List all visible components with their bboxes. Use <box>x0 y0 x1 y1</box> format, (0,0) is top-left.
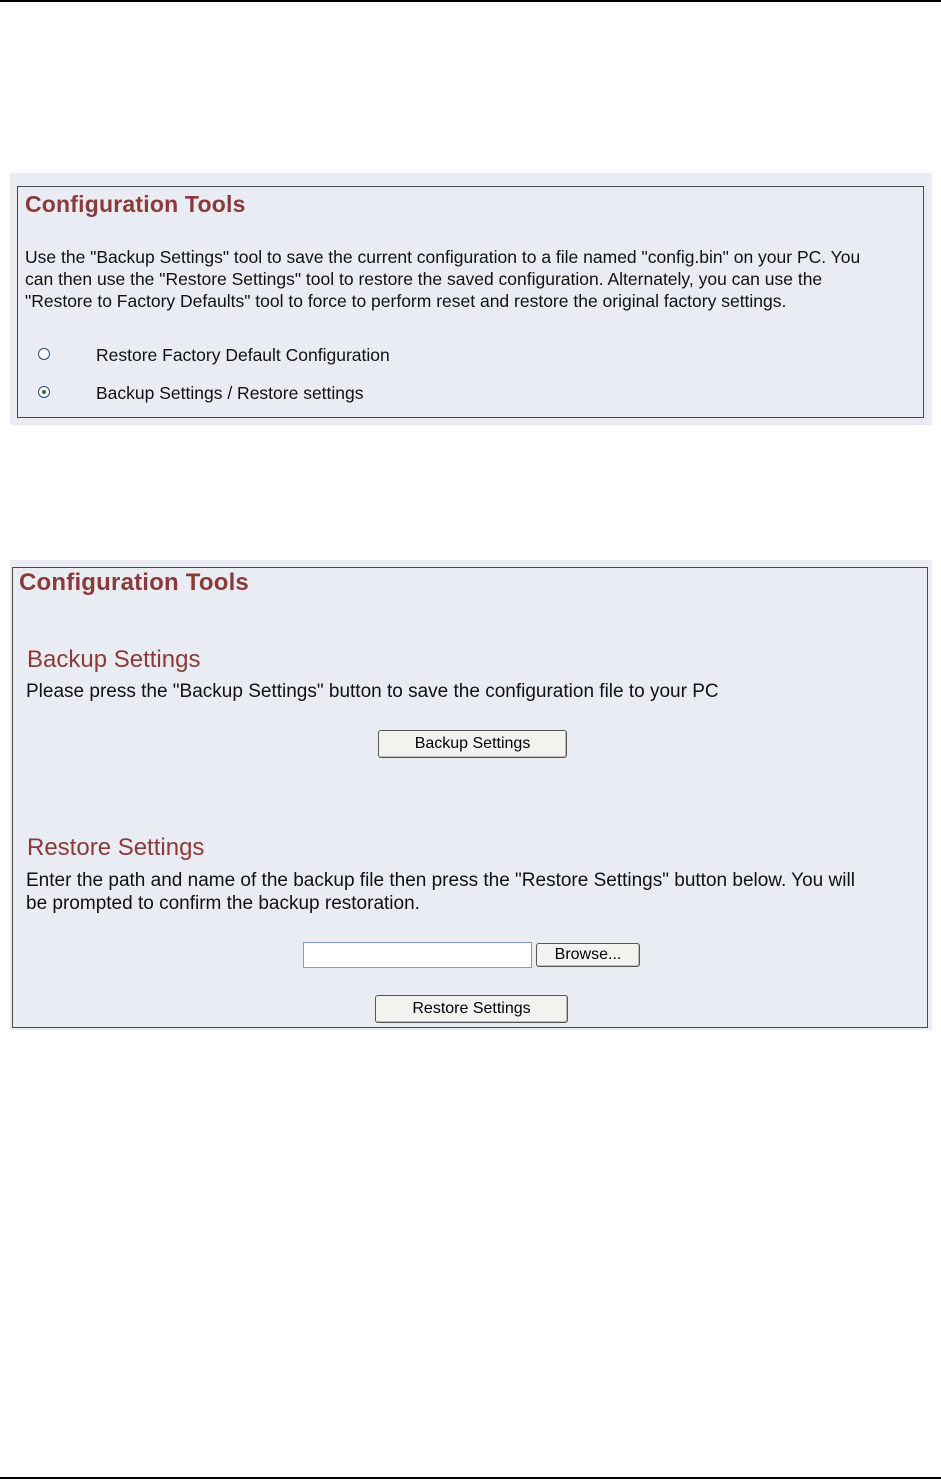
restore-settings-button[interactable]: Restore Settings <box>375 995 568 1023</box>
restore-settings-description-line-1: Enter the path and name of the backup file then press the "Restore Settings" button below. You will <box>26 870 855 891</box>
restore-settings-heading: Restore Settings <box>27 834 205 861</box>
option-label: Backup Settings / Restore settings <box>96 383 364 403</box>
browse-button[interactable]: Browse... <box>536 943 640 967</box>
backup-settings-heading: Backup Settings <box>27 646 201 673</box>
option-label: Restore Factory Default Configuration <box>96 345 390 365</box>
page-top-rule <box>0 0 941 2</box>
config-backup-restore-screenshot <box>10 560 932 1030</box>
backup-file-path-input[interactable] <box>303 942 532 968</box>
restore-settings-description-line-2: be prompted to confirm the backup restoration. <box>26 893 420 914</box>
backup-settings-button[interactable]: Backup Settings <box>378 730 567 758</box>
page-bottom-rule <box>0 1477 941 1479</box>
description-line-2: can then use the "Restore Settings" tool to restore the saved configuration. Alternately, you can use the <box>25 269 823 289</box>
description-line-1: Use the "Backup Settings" tool to save the current configuration to a file named "config.bin" on your PC. You <box>25 247 861 267</box>
backup-settings-description: Please press the "Backup Settings" button to save the configuration file to your PC <box>26 681 719 702</box>
panel-title: Configuration Tools <box>25 191 246 217</box>
description-line-3: "Restore to Factory Defaults" tool to force to perform reset and restore the original factory settings. <box>25 291 787 311</box>
radio-restore-factory-default[interactable] <box>38 348 50 360</box>
config-overview-screenshot <box>10 173 932 425</box>
option-backup-restore[interactable] <box>38 383 364 403</box>
panel-title: Configuration Tools <box>19 569 249 596</box>
radio-backup-restore[interactable] <box>38 386 50 398</box>
option-restore-factory-default[interactable] <box>38 345 390 365</box>
